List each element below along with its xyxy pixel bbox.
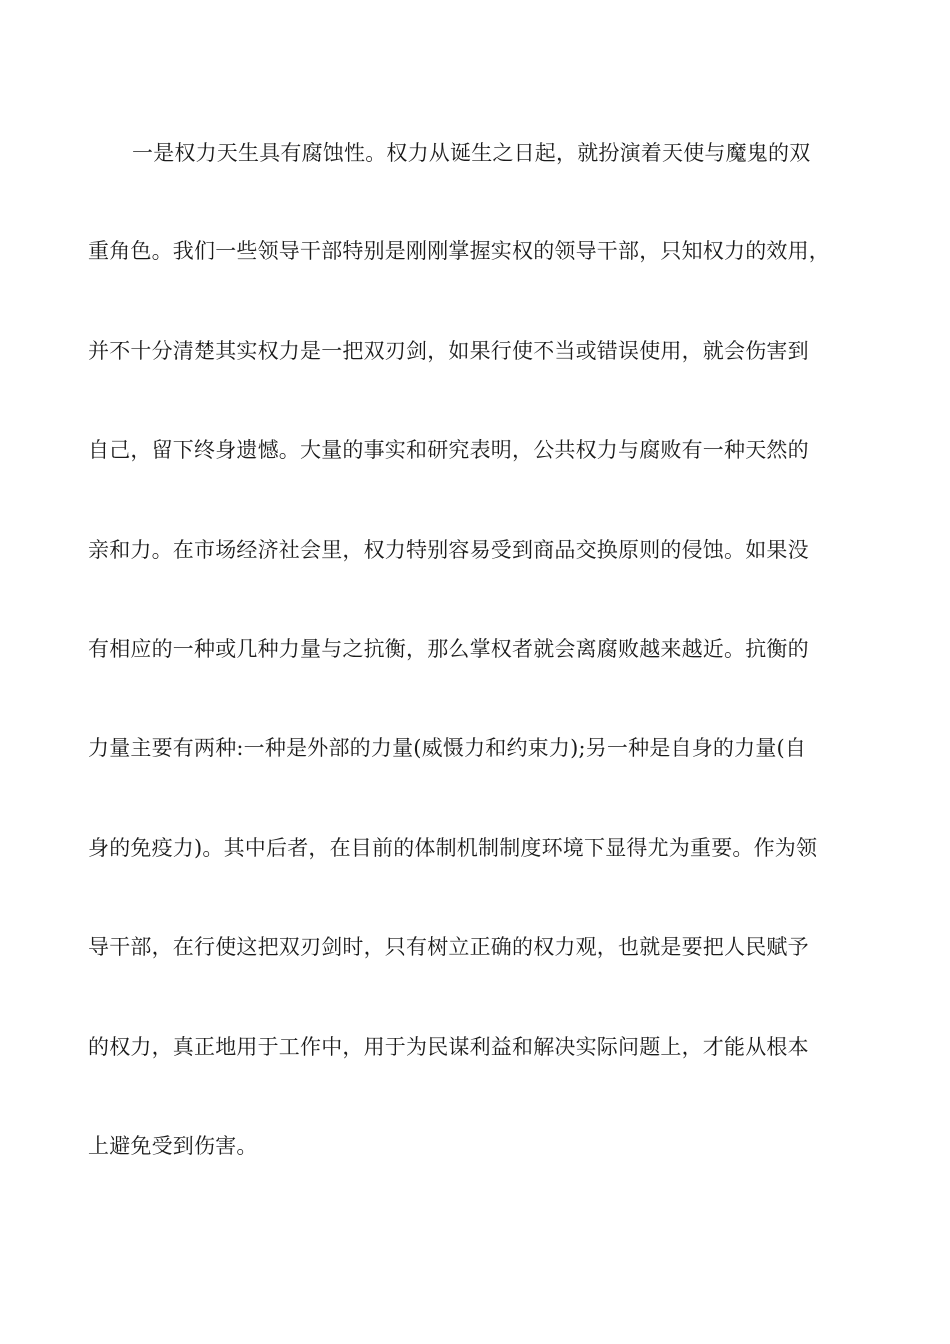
paragraph-line-4: 自己，留下终身遗憾。大量的事实和研究表明，公共权力与腐败有一种天然的	[88, 438, 809, 462]
paragraph-line-8: 身的免疫力)。其中后者，在目前的体制机制制度环境下显得尤为重要。作为领	[88, 836, 818, 860]
paragraph-line-5: 亲和力。在市场经济社会里，权力特别容易受到商品交换原则的侵蚀。如果没	[88, 538, 809, 562]
paragraph-line-11: 上避免受到伤害。	[88, 1134, 258, 1158]
paragraph-line-9: 导干部，在行使这把双刃剑时，只有树立正确的权力观，也就是要把人民赋予	[88, 935, 809, 959]
paragraph-line-3: 并不十分清楚其实权力是一把双刃剑，如果行使不当或错误使用，就会伤害到	[88, 339, 809, 363]
paragraph-line-2: 重角色。我们一些领导干部特别是刚刚掌握实权的领导干部，只知权力的效用，	[88, 239, 830, 263]
paragraph-line-10: 的权力，真正地用于工作中，用于为民谋利益和解决实际问题上，才能从根本	[88, 1035, 809, 1059]
paragraph-line-1: 一是权力天生具有腐蚀性。权力从诞生之日起，就扮演着天使与魔鬼的双	[132, 141, 811, 165]
paragraph-line-6: 有相应的一种或几种力量与之抗衡，那么掌权者就会离腐败越来越近。抗衡的	[88, 637, 809, 661]
paragraph-line-7: 力量主要有两种:一种是外部的力量(威慑力和约束力);另一种是自身的力量(自	[88, 736, 807, 760]
